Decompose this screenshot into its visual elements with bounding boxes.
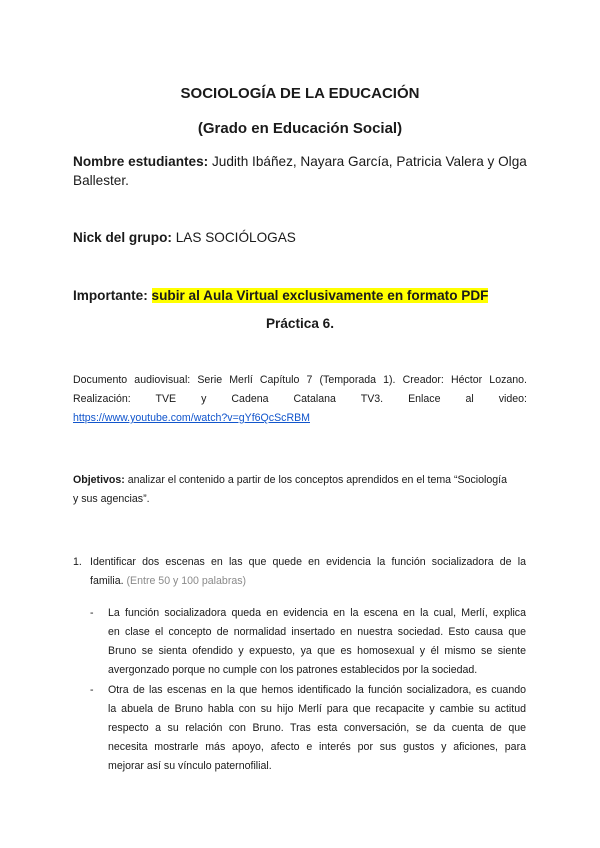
answer-2-line-4: necesita mostrarle más apoyo, afecto e interés por sus gustos y aficiones, para xyxy=(108,741,526,753)
answer-1-line-4: avergonzado porque no cumple con los patrones establecidos por la sociedad. xyxy=(108,664,478,676)
question-1-text-end: familia. xyxy=(90,575,124,587)
question-1-line-1: Identificar dos escenas en las que quede en evidencia la función socializadora de la xyxy=(90,556,526,568)
answer-2-line-5: mejorar así su vínculo paternofilial. xyxy=(108,760,272,772)
important-line xyxy=(73,286,488,305)
answer-1-marker: - xyxy=(90,607,94,619)
audiovisual-link-line xyxy=(73,409,310,428)
answer-1-line-3: Bruno se sienta ofendido y expuesto, ya que es homosexual y él mismo se siente xyxy=(108,645,526,657)
group-line xyxy=(73,228,296,247)
students-value: Judith Ibáñez, Nayara García, Patricia Valera y Olga xyxy=(212,154,527,169)
document-subtitle: (Grado en Educación Social) xyxy=(197,120,403,137)
audiovisual-line-2: Realización: TVE y Cadena Catalana TV3. Enlace al video: xyxy=(73,393,527,405)
group-value: LAS SOCIÓLOGAS xyxy=(175,230,296,245)
students-value-cont: Ballester. xyxy=(73,173,129,188)
students-line-1 xyxy=(73,152,533,171)
answer-2-marker: - xyxy=(90,684,94,696)
question-1-number: 1. xyxy=(73,556,82,568)
objectives-text: analizar el contenido a partir de los conceptos aprendidos en el tema “Sociología xyxy=(124,474,508,486)
important-highlight: subir al Aula Virtual exclusivamente en formato PDF xyxy=(151,288,489,303)
important-label: Importante: xyxy=(73,288,148,303)
question-1-line-2 xyxy=(90,572,246,591)
answer-2-line-2: la abuela de Bruno habla con su hijo Merlí para que recapacite y cambie su actitud xyxy=(108,703,526,715)
audiovisual-line-1: Documento audiovisual: Serie Merlí Capítulo 7 (Temporada 1). Creador: Héctor Lozano. xyxy=(73,374,527,386)
objectives-line-1 xyxy=(73,471,533,490)
students-label: Nombre estudiantes: xyxy=(73,154,209,169)
answer-1-line-1: La función socializadora queda en evidencia en la escena en la cual, Merlí, explica xyxy=(108,607,526,619)
objectives-label: Objetivos: xyxy=(73,474,125,486)
objectives-line-2: y sus agencias”. xyxy=(73,493,150,505)
document-title: SOCIOLOGÍA DE LA EDUCACIÓN xyxy=(180,85,420,102)
group-label: Nick del grupo: xyxy=(73,230,172,245)
video-link[interactable]: https://www.youtube.com/watch?v=gYf6QcScRBM xyxy=(73,412,310,424)
practice-title: Práctica 6. xyxy=(265,316,334,331)
answer-2-line-1: Otra de las escenas en la que hemos identificado la función socializadora, es cuando xyxy=(108,684,526,696)
answer-1-line-2: en clase el concepto de normalidad insertado en nuestra sociedad. Esto causa que xyxy=(108,626,526,638)
answer-2-line-3: respecto a su relación con Bruno. Tras esta conversación, se da cuenta de que xyxy=(108,722,526,734)
question-1-note: (Entre 50 y 100 palabras) xyxy=(126,575,247,587)
